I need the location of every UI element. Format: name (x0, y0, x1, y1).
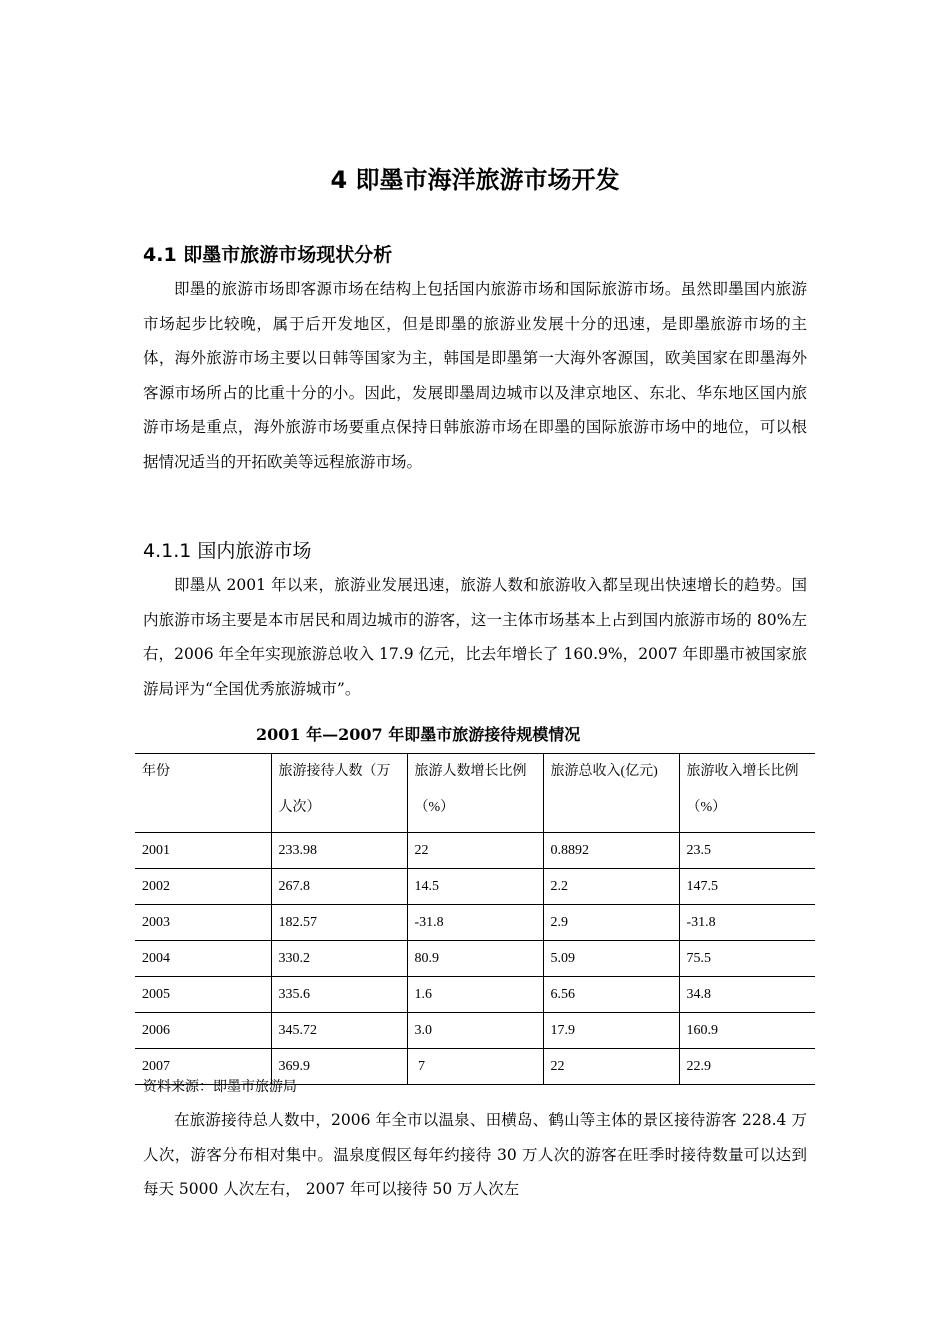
table-cell: -31.8 (407, 905, 543, 941)
table-cell: 22 (407, 833, 543, 869)
table-cell: 6.56 (543, 977, 679, 1013)
table-cell: 14.5 (407, 869, 543, 905)
table-row (135, 905, 815, 941)
table-cell: 2002 (135, 869, 271, 905)
header-cell-revenue: 旅游总收入(亿元) (543, 754, 679, 833)
table-row (135, 869, 815, 905)
table-header-row (135, 754, 815, 833)
table-cell: 2007 (135, 1049, 271, 1085)
section-paragraph: 即墨的旅游市场即客源市场在结构上包括国内旅游市场和国际旅游市场。虽然即墨国内旅游市场起步比较晚，属于后开发地区，但是即墨的旅游业发展十分的迅速，是即墨旅游市场的主体，海外旅游市场主要以日韩等国家为主，韩国是即墨第一大海外客源国，欧美国家在即墨海外客源市场所占的比重十分的小。因此，发展即墨周边城市以及津京地区、东北、华东地区国内旅游市场是重点，海外旅游市场要重点保持日韩旅游市场在即墨的国际旅游市场中的地位，可以根据情况适当的开拓欧美等远程旅游市场。 (143, 280, 807, 471)
table-cell: 7 (407, 1049, 543, 1085)
header-cell-visitors: 旅游接待人数（万人次） (271, 754, 407, 833)
table-cell: 3.0 (407, 1013, 543, 1049)
table-cell: 2.2 (543, 869, 679, 905)
table-cell: 75.5 (679, 941, 815, 977)
table-cell: 330.2 (271, 941, 407, 977)
table-cell: 2004 (135, 941, 271, 977)
table-cell: 22 (543, 1049, 679, 1085)
table-cell: 182.57 (271, 905, 407, 941)
subsection-title: 4.1.1 国内旅游市场 (143, 540, 312, 562)
table-cell: 160.9 (679, 1013, 815, 1049)
header-cell-year: 年份 (135, 754, 271, 833)
table-cell: 0.8892 (543, 833, 679, 869)
table-source-note: 资料来源：即墨市旅游局 (143, 1079, 297, 1095)
header-cell-visitor-growth: 旅游人数增长比例（%） (407, 754, 543, 833)
table-row (135, 1013, 815, 1049)
table-cell: 2003 (135, 905, 271, 941)
section-title: 4.1 即墨市旅游市场现状分析 (143, 244, 393, 266)
table-title: 2001 年—2007 年即墨市旅游接待规模情况 (256, 725, 581, 744)
table-cell: 335.6 (271, 977, 407, 1013)
table-cell: 22.9 (679, 1049, 815, 1085)
header-cell-revenue-growth: 旅游收入增长比例（%） (679, 754, 815, 833)
table-cell: 2006 (135, 1013, 271, 1049)
table-cell: 2001 (135, 833, 271, 869)
chapter-title: 4 即墨市海洋旅游市场开发 (330, 166, 620, 194)
table-cell: 80.9 (407, 941, 543, 977)
table-cell: 5.09 (543, 941, 679, 977)
table-cell: -31.8 (679, 905, 815, 941)
table-cell: 147.5 (679, 869, 815, 905)
table-cell: 2.9 (543, 905, 679, 941)
table-row (135, 941, 815, 977)
table-row (135, 977, 815, 1013)
table-cell: 1.6 (407, 977, 543, 1013)
table-cell: 233.98 (271, 833, 407, 869)
subsection-paragraph: 即墨从 2001 年以来，旅游业发展迅速，旅游人数和旅游收入都呈现出快速增长的趋势。国内旅游市场主要是本市居民和周边城市的游客，这一主体市场基本上占到国内旅游市场的 80%左右，2006 年全年实现旅游总收入 17.9 亿元，比去年增长了 160.9%，2007 年即墨市被国家旅游局评为“全国优秀旅游城市”。 (143, 576, 807, 698)
closing-paragraph: 在旅游接待总人数中，2006 年全市以温泉、田横岛、鹤山等主体的景区接待游客 228.4 万人次，游客分布相对集中。温泉度假区每年约接待 30 万人次的游客在旺季时接待数量可以达到每天 5000 人次左右， 2007 年可以接待 50 万人次左 (143, 1111, 807, 1198)
tourism-table (135, 753, 815, 1085)
table-cell: 2005 (135, 977, 271, 1013)
table-cell: 369.9 (271, 1049, 407, 1085)
table-cell: 34.8 (679, 977, 815, 1013)
table-cell: 267.8 (271, 869, 407, 905)
table-cell: 23.5 (679, 833, 815, 869)
table-cell: 345.72 (271, 1013, 407, 1049)
table-cell: 17.9 (543, 1013, 679, 1049)
table-row (135, 833, 815, 869)
